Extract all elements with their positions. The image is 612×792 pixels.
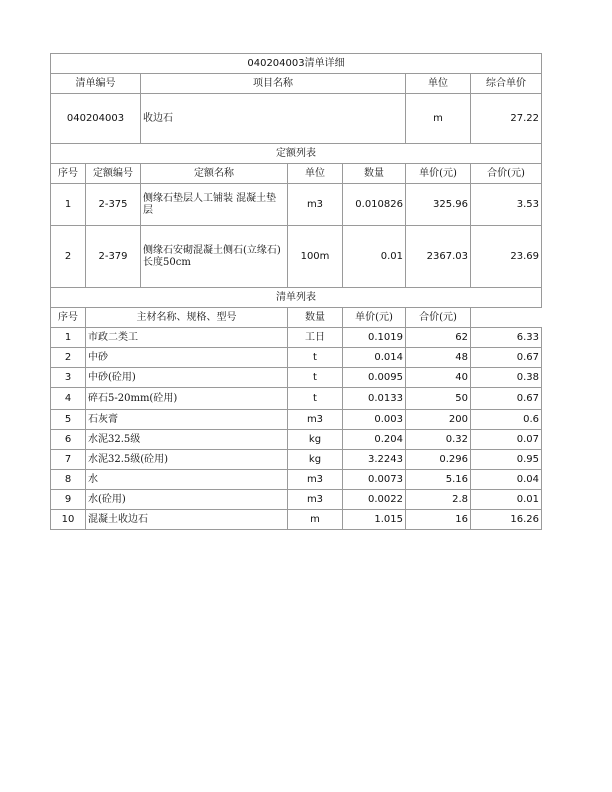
material-total: 0.6: [471, 410, 542, 430]
material-seq: 6: [51, 430, 86, 450]
material-unit: m3: [288, 470, 343, 490]
material-name: 水(砼用): [86, 490, 288, 510]
material-price: 40: [406, 368, 471, 388]
quota-total: 23.69: [471, 226, 542, 288]
material-name: 混凝土收边石: [86, 510, 288, 530]
item-code: 040204003: [51, 94, 141, 144]
header-code: 清单编号: [51, 74, 141, 94]
material-header-qty: 数量: [288, 308, 343, 328]
material-seq: 3: [51, 368, 86, 388]
material-name: 石灰膏: [86, 410, 288, 430]
material-row: [51, 490, 542, 510]
material-seq: 7: [51, 450, 86, 470]
quota-header-qty: 数量: [343, 164, 406, 184]
quota-name: 侧缘石安砌混凝土侧石(立缘石) 长度50cm: [141, 226, 288, 288]
material-total: 0.01: [471, 490, 542, 510]
quota-unit: 100m: [288, 226, 343, 288]
header-unit: 单位: [406, 74, 471, 94]
detail-sheet: [50, 53, 541, 530]
material-price: 5.16: [406, 470, 471, 490]
material-unit: m: [288, 510, 343, 530]
quota-code: 2-379: [86, 226, 141, 288]
material-unit: kg: [288, 450, 343, 470]
material-qty: 0.204: [343, 430, 406, 450]
material-qty: 0.0022: [343, 490, 406, 510]
material-unit: t: [288, 368, 343, 388]
page-title: 040204003清单详细: [51, 54, 542, 74]
quota-code: 2-375: [86, 184, 141, 226]
material-qty: 0.003: [343, 410, 406, 430]
material-name: 水: [86, 470, 288, 490]
material-seq: 1: [51, 328, 86, 348]
material-qty: 0.0133: [343, 388, 406, 410]
material-header-total: 合价(元): [406, 308, 471, 328]
material-name: 碎石5-20mm(砼用): [86, 388, 288, 410]
detail-table: [50, 53, 542, 530]
material-total: 16.26: [471, 510, 542, 530]
material-price: 50: [406, 388, 471, 410]
quota-name: 侧缘石垫层人工铺装 混凝土垫层: [141, 184, 288, 226]
material-price: 2.8: [406, 490, 471, 510]
material-row: [51, 368, 542, 388]
material-qty: 0.014: [343, 348, 406, 368]
material-price: 16: [406, 510, 471, 530]
header-unit-price: 综合单价: [471, 74, 542, 94]
item-unit-price: 27.22: [471, 94, 542, 144]
material-unit: 工日: [288, 328, 343, 348]
material-unit: kg: [288, 430, 343, 450]
material-name: 中砂(砼用): [86, 368, 288, 388]
material-price: 62: [406, 328, 471, 348]
material-seq: 9: [51, 490, 86, 510]
quota-row: [51, 226, 542, 288]
material-unit: m3: [288, 490, 343, 510]
material-price: 0.296: [406, 450, 471, 470]
quota-header-price: 单价(元): [406, 164, 471, 184]
material-unit: m3: [288, 410, 343, 430]
quota-qty: 0.01: [343, 226, 406, 288]
material-total: 0.67: [471, 348, 542, 368]
material-name: 市政二类工: [86, 328, 288, 348]
quota-seq: 1: [51, 184, 86, 226]
material-total: 0.07: [471, 430, 542, 450]
quota-seq: 2: [51, 226, 86, 288]
quota-row: [51, 184, 542, 226]
material-name: 水泥32.5级(砼用): [86, 450, 288, 470]
quota-qty: 0.010826: [343, 184, 406, 226]
material-qty: 0.1019: [343, 328, 406, 348]
material-seq: 10: [51, 510, 86, 530]
quota-total: 3.53: [471, 184, 542, 226]
material-unit: t: [288, 348, 343, 368]
material-row: [51, 348, 542, 368]
material-header-name: 主材名称、规格、型号: [86, 308, 288, 328]
quota-header-seq: 序号: [51, 164, 86, 184]
material-total: 6.33: [471, 328, 542, 348]
quota-price: 325.96: [406, 184, 471, 226]
material-seq: 5: [51, 410, 86, 430]
material-row: [51, 388, 542, 410]
material-seq: 4: [51, 388, 86, 410]
material-unit: t: [288, 388, 343, 410]
material-price: 48: [406, 348, 471, 368]
material-total: 0.95: [471, 450, 542, 470]
material-price: 0.32: [406, 430, 471, 450]
material-name: 中砂: [86, 348, 288, 368]
header-name: 项目名称: [141, 74, 406, 94]
material-row: [51, 430, 542, 450]
material-qty: 1.015: [343, 510, 406, 530]
material-qty: 0.0073: [343, 470, 406, 490]
material-row: [51, 470, 542, 490]
material-header-price: 单价(元): [343, 308, 406, 328]
quota-section-title: 定额列表: [51, 144, 542, 164]
material-qty: 3.2243: [343, 450, 406, 470]
material-row: [51, 410, 542, 430]
quota-price: 2367.03: [406, 226, 471, 288]
quota-header-code: 定额编号: [86, 164, 141, 184]
material-total: 0.67: [471, 388, 542, 410]
material-row: [51, 450, 542, 470]
material-seq: 8: [51, 470, 86, 490]
material-row: [51, 328, 542, 348]
material-total: 0.38: [471, 368, 542, 388]
material-name: 水泥32.5级: [86, 430, 288, 450]
material-row: [51, 510, 542, 530]
material-header-seq: 序号: [51, 308, 86, 328]
material-seq: 2: [51, 348, 86, 368]
material-section-title: 清单列表: [51, 288, 542, 308]
item-unit: m: [406, 94, 471, 144]
material-price: 200: [406, 410, 471, 430]
material-total: 0.04: [471, 470, 542, 490]
quota-header-name: 定额名称: [141, 164, 288, 184]
quota-header-total: 合价(元): [471, 164, 542, 184]
quota-header-unit: 单位: [288, 164, 343, 184]
material-qty: 0.0095: [343, 368, 406, 388]
item-name: 收边石: [141, 94, 406, 144]
quota-unit: m3: [288, 184, 343, 226]
